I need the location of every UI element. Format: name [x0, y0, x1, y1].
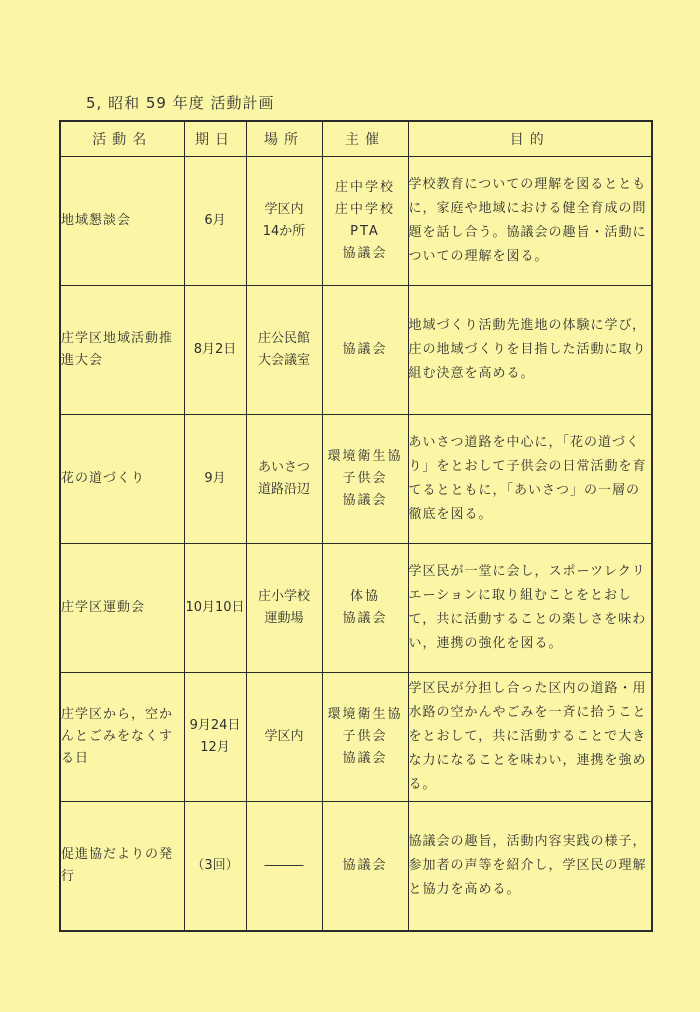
header-host: 主催	[322, 121, 408, 157]
activity-place: 学区内 14か所	[262, 202, 306, 239]
activity-name: 庄学区運動会	[60, 544, 184, 673]
activity-purpose: あいさつ道路を中心に，「花の道づくり」をとおして子供会の日常活動を育てるとともに，「あいさつ」の一層の徹底を図る。	[408, 415, 652, 544]
page-title: 5, 昭和 59 年度 活動計画	[86, 94, 275, 112]
activity-name: 庄学区地域活動推進大会	[60, 286, 184, 415]
activity-place: あいさつ 道路沿辺	[257, 460, 310, 497]
activity-place: 庄小学校 運動場	[257, 589, 310, 626]
header-activity-name: 活動名	[60, 121, 184, 157]
table-row	[60, 415, 652, 544]
activity-date: （3回）	[191, 858, 239, 873]
activity-host: 協議会	[342, 342, 388, 357]
table-row	[60, 673, 652, 802]
header-date: 期日	[184, 121, 246, 157]
activity-purpose: 学区民が分担し合った区内の道路・用水路の空かんやごみを一斉に拾うことをとおして，共に活動することで大きな力になることを味わい，連携を強める。	[408, 673, 652, 802]
activity-name: 庄学区から，空かんとごみをなくする日	[60, 673, 184, 802]
activity-date: 8月2日	[193, 342, 237, 357]
activity-place: ―――	[264, 858, 304, 873]
activity-date: 6月	[204, 213, 226, 228]
activity-date: 9月24日 12月	[189, 718, 241, 755]
activity-host: 環境衛生協 子供会 協議会	[327, 707, 403, 766]
activity-plan-table	[59, 120, 653, 932]
activity-name: 促進協だよりの発行	[60, 802, 184, 932]
activity-purpose: 学区民が一堂に会し，スポーツレクリエーションに取り組むことをとおして，共に活動することの楽しさを味わい，連携の強化を図る。	[408, 544, 652, 673]
activity-host: 庄中学校 庄中学校PTA 協議会	[334, 180, 395, 261]
table-row	[60, 157, 652, 286]
activity-name: 地域懇談会	[60, 157, 184, 286]
activity-place: 庄公民館 大会議室	[257, 331, 310, 368]
activity-date: 10月10日	[185, 600, 245, 615]
activity-host: 協議会	[342, 858, 388, 873]
table-row	[60, 544, 652, 673]
activity-purpose: 協議会の趣旨，活動内容実践の様子，参加者の声等を紹介し，学区民の理解と協力を高める。	[408, 802, 652, 932]
activity-place: 学区内	[264, 729, 304, 744]
activity-host: 体協 協議会	[342, 589, 388, 626]
activity-name: 花の道づくり	[60, 415, 184, 544]
table-row	[60, 286, 652, 415]
activity-purpose: 地域づくり活動先進地の体験に学び，庄の地域づくりを目指した活動に取り組む決意を高める。	[408, 286, 652, 415]
table-header-row	[60, 121, 652, 157]
activity-purpose: 学校教育についての理解を図るとともに，家庭や地域における健全育成の問題を話し合う。協議会の趣旨・活動についての理解を図る。	[408, 157, 652, 286]
activity-host: 環境衛生協 子供会 協議会	[327, 449, 403, 508]
header-place: 場所	[246, 121, 322, 157]
activity-date: 9月	[204, 471, 226, 486]
table-row	[60, 802, 652, 932]
header-purpose: 目的	[408, 121, 652, 157]
